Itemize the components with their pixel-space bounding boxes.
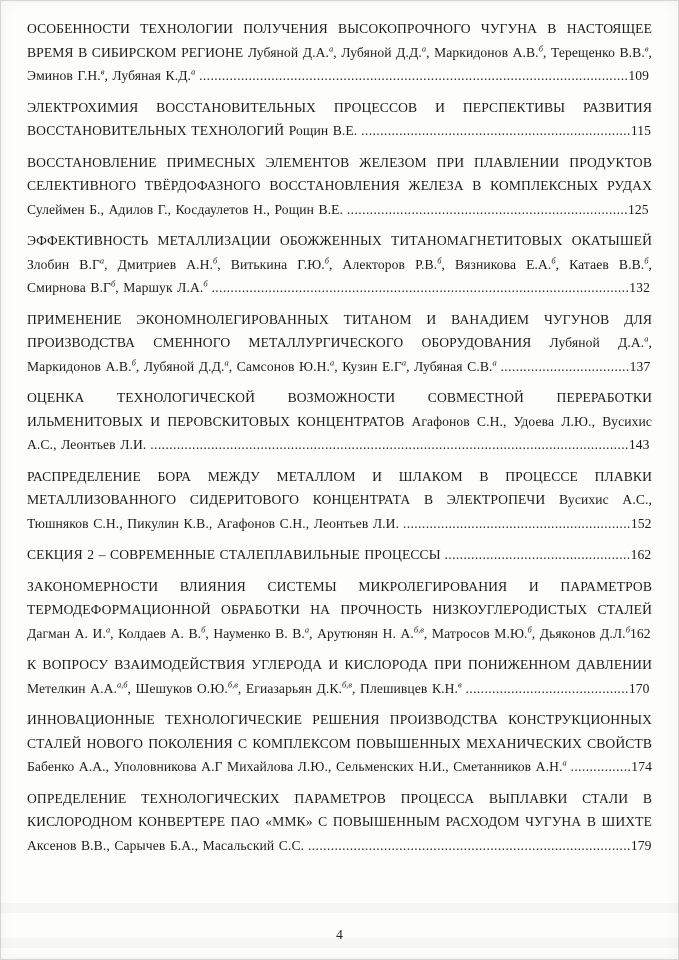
dot-leader: ........................................... (461, 680, 629, 696)
page-number: 174 (631, 759, 652, 774)
toc-entry (27, 96, 652, 143)
toc-entry-authors: Вусихис А.С., Тюшняков С.Н., Пикулин К.В., Агафонов С.Н., Леонтьев Л.И. (27, 492, 652, 531)
toc-entry (27, 229, 652, 300)
toc-entry-title: ИННОВАЦИОННЫЕ ТЕХНОЛОГИЧЕСКИЕ РЕШЕНИЯ ПРОИЗВОДСТВА КОНСТРУКЦИОННЫХ СТАЛЕЙ НОВОГО ПОКОЛЕНИЯ С КОМПЛЕКСОМ ПОВЫШЕННЫХ МЕХАНИЧЕСКИХ СВОЙСТВ (27, 712, 652, 751)
toc-entry-authors: Аксенов В.В., Сарычев Б.А., Масальский С.С. (27, 837, 305, 853)
toc-entry-title: ВОССТАНОВЛЕНИЕ ПРИМЕСНЫХ ЭЛЕМЕНТОВ ЖЕЛЕЗОМ ПРИ ПЛАВЛЕНИИ ПРОДУКТОВ СЕЛЕКТИВНОГО ТВЁРДОФАЗНОГО ВОССТАНОВЛЕНИЯ ЖЕЛЕЗА В КОМПЛЕКСНЫХ РУДАХ (27, 154, 652, 193)
toc-entry-title: РАСПРЕДЕЛЕНИЕ БОРА МЕЖДУ МЕТАЛЛОМ И ШЛАКОМ В ПРОЦЕССЕ ПЛАВКИ МЕТАЛЛИЗОВАННОГО СИДЕРИТОВОГО КОНЦЕНТРАТА В ЭЛЕКТРОПЕЧИ (27, 468, 652, 507)
toc-entry-title: ЭЛЕКТРОХИМИЯ ВОССТАНОВИТЕЛЬНЫХ ПРОЦЕССОВ И ПЕРСПЕКТИВЫ РАЗВИТИЯ ВОССТАНОВИТЕЛЬНЫХ ТЕХНОЛОГИЙ (27, 99, 652, 138)
toc-entry-authors: Рощин В.Е. (288, 123, 358, 138)
toc-entry (27, 386, 652, 457)
toc-entry-authors: Бабенко А.А., Уполовникова А.Г Михайлова Л.Ю., Сельменских Н.И., Сметанников А.Н.$^а$ (27, 757, 567, 774)
toc-entry-title: ЗАКОНОМЕРНОСТИ ВЛИЯНИЯ СИСТЕМЫ МИКРОЛЕГИРОВАНИЯ И ПАРАМЕТРОВ ТЕРМОДЕФОРМАЦИОННОЙ ОБРАБОТКИ НА ПРОЧНОСТЬ НИЗКОУГЛЕРОДИСТЫХ СТАЛЕЙ (27, 578, 652, 617)
page-number: 143 (628, 437, 650, 452)
toc-entry-title: СЕКЦИЯ 2 – СОВРЕМЕННЫЕ СТАЛЕПЛАВИЛЬНЫЕ ПРОЦЕССЫ (27, 547, 441, 562)
dot-leader: .............................................................................................................. (207, 280, 630, 295)
dot-leader: .......................................................................... (343, 201, 628, 217)
toc-entry-authors: Лубяной Д.А.$^а$, Маркидонов А.В.$^б$, Лубяной Д.Д.$^а$, Самсонов Ю.Н.$^а$, Кузин $Е.Г^а$, Лубяная С.В.$^а$ (27, 333, 652, 374)
toc-entry-authors: Злобин $В.Г^а$, Дмитриев А.Н.$^б$, Витькина Г.Ю.$^б$, Алекторов Р.В.$^б$, Вязникова Е.А.$^б$, Катаев В.В.$^б$, Смирнова $В.Г^б$, Маршук Л.А.$^б$ (27, 254, 653, 295)
toc-entry (27, 151, 652, 222)
toc-entry (27, 787, 652, 858)
dot-leader: ....................................................................... (357, 123, 631, 138)
scan-artifact (0, 903, 679, 913)
dot-leader: ............................................................ (399, 515, 631, 531)
dot-leader: .................................. (496, 358, 630, 374)
dot-leader: .............................................................................................................................. (146, 437, 629, 452)
toc-entry (27, 575, 652, 646)
page-number: 132 (629, 280, 650, 295)
page-number: 109 (628, 68, 650, 83)
toc-entry-authors: Агафонов С.Н., Удоева Л.Ю., Вусихис А.С., Леонтьев Л.И. (27, 413, 652, 452)
toc-entry-authors: Сулеймен Б., Адилов Г., Косдаулетов Н., Рощин В.Е. (27, 201, 344, 217)
toc-entry (27, 308, 652, 379)
toc-entry-authors: Метелкин А.А.$^{а,б}$, Шешуков О.Ю.$^{б,в}$, Егиазарьян Д.К.$^{б,в}$, Плешивцев К.Н.$^в$ (27, 678, 462, 696)
toc-entry-title: ЭФФЕКТИВНОСТЬ МЕТАЛЛИЗАЦИИ ОБОЖЖЕННЫХ ТИТАНОМАГНЕТИТОВЫХ ОКАТЫШЕЙ (27, 233, 652, 248)
dot-leader: ..................................................................................... (304, 837, 631, 853)
page-number: 162 (630, 547, 652, 562)
toc-entry-title: ПРИМЕНЕНИЕ ЭКОНОМНОЛЕГИРОВАННЫХ ТИТАНОМ И ВАНАДИЕМ ЧУГУНОВ ДЛЯ ПРОИЗВОДСТВА СМЕННОГО МЕТАЛЛУРГИЧЕСКОГО ОБОРУДОВАНИЯ (27, 311, 652, 350)
page-number: 115 (630, 123, 651, 138)
dot-leader: ................................................................................................................. (195, 68, 629, 83)
page-number: 179 (630, 837, 652, 853)
toc-entry-title: ОСОБЕННОСТИ ТЕХНОЛОГИИ ПОЛУЧЕНИЯ ВЫСОКОПРОЧНОГО ЧУГУНА В НАСТОЯЩЕЕ ВРЕМЯ В СИБИРСКОМ РЕГИОНЕ (27, 21, 652, 60)
dot-leader: ................ (566, 759, 632, 774)
page-number: 125 (627, 201, 649, 217)
toc-entry (27, 653, 652, 700)
page-number: 137 (629, 358, 651, 374)
toc-entry (27, 17, 652, 88)
toc-entry-authors: Лубяной Д.А.$^а$, Лубяной Д.Д.$^а$, Маркидонов А.В.$^б$, Терещенко В.В.$^в$, Эминов Г.Н.$^в$, Лубяная К.Д.$^а$ (27, 42, 652, 83)
page-number: 162 (629, 625, 651, 641)
toc-entry (27, 465, 652, 536)
toc-entry-title: ОЦЕНКА ТЕХНОЛОГИЧЕСКОЙ ВОЗМОЖНОСТИ СОВМЕСТНОЙ ПЕРЕРАБОТКИ ИЛЬМЕНИТОВЫХ И ПЕРОВСКИТОВЫХ КОНЦЕНТРАТОВ (27, 390, 652, 429)
toc-entry-title: ОПРЕДЕЛЕНИЕ ТЕХНОЛОГИЧЕСКИХ ПАРАМЕТРОВ ПРОЦЕССА ВЫПЛАВКИ СТАЛИ В КИСЛОРОДНОМ КОНВЕРТЕРЕ ПАО «ММК» С ПОВЫШЕННЫМ РАСХОДОМ ЧУГУНА В ШИХТЕ (27, 790, 652, 829)
toc-entry-title: К ВОПРОСУ ВЗАИМОДЕЙСТВИЯ УГЛЕРОДА И КИСЛОРОДА ПРИ ПОНИЖЕННОМ ДАВЛЕНИИ (27, 657, 652, 672)
toc-list (27, 17, 652, 857)
page-number: 152 (630, 515, 652, 531)
toc-entry-authors: Дагман А. И.$^а$, Колдаев А. В.$^б$, Науменко В. В.$^а$, Арутюнян Н. А.$^{б,в}$, Матросов М.Ю.$^б$, Дьяконов Д.Л.$^б$ (27, 623, 630, 641)
page-number: 170 (628, 680, 650, 696)
footer-page-number: 4 (336, 927, 343, 942)
toc-entry (27, 543, 652, 567)
toc-entry (27, 708, 652, 779)
dot-leader: ................................................. (440, 547, 631, 562)
